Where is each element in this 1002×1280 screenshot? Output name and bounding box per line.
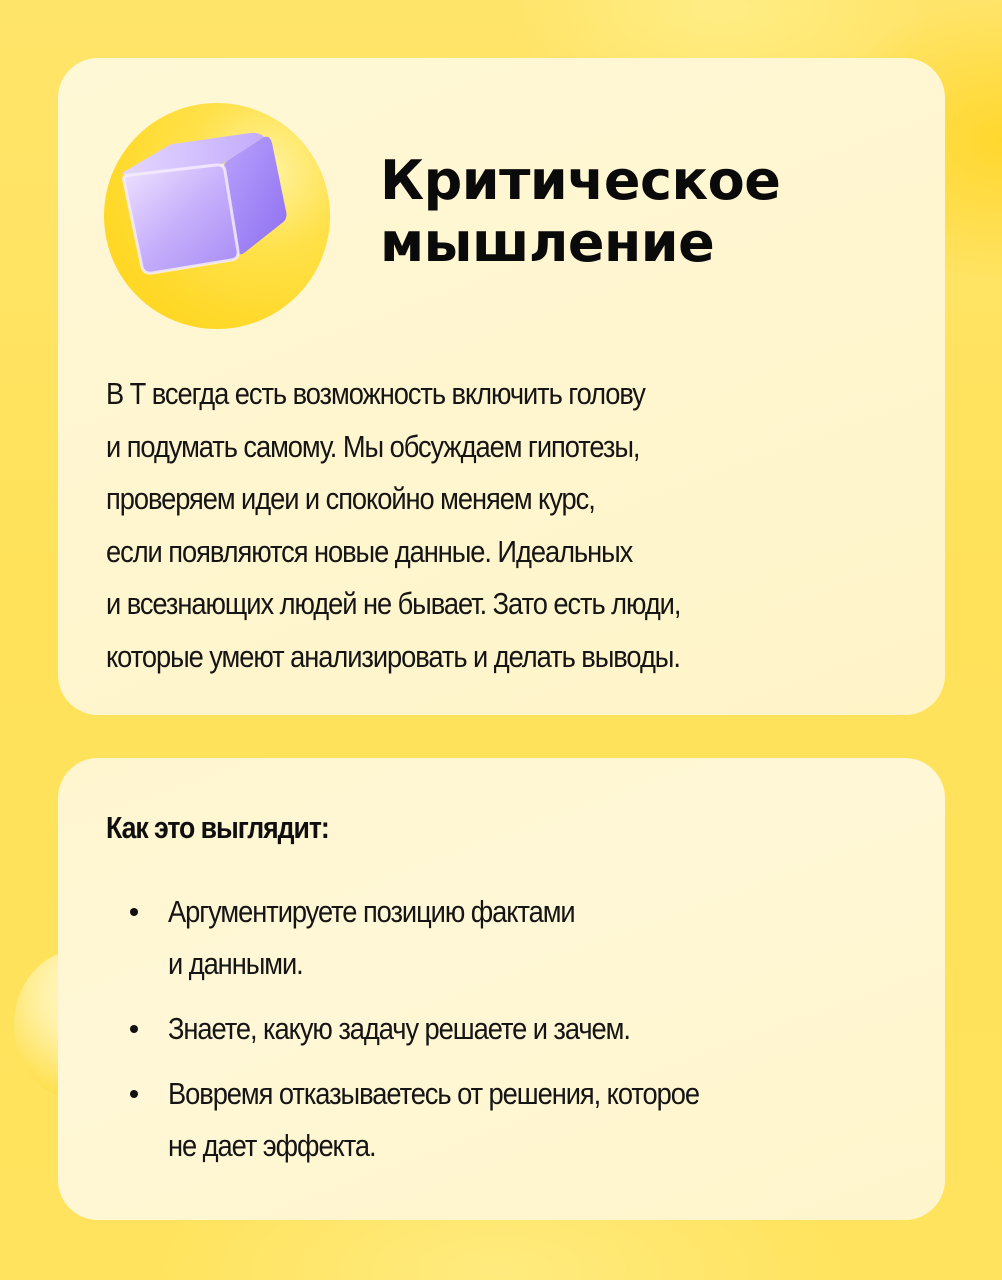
list-item-line: Аргументируете позицию фактами [168, 894, 575, 929]
list-item-line: и данными. [168, 946, 303, 981]
list-item-text [168, 1068, 817, 1172]
card-title-line: мышление [380, 211, 715, 274]
card-title-line: Критическое [380, 149, 781, 212]
description-line: если появляются новые данные. Идеальных [106, 533, 633, 569]
list-item [106, 1068, 906, 1172]
description-line: которые умеют анализировать и делать выводы. [106, 638, 680, 674]
list-item-line: Знаете, какую задачу решаете и зачем. [168, 1011, 630, 1046]
list-item [106, 886, 906, 990]
card-title [380, 150, 780, 274]
list-item-text [168, 1003, 817, 1055]
examples-list [106, 886, 906, 1185]
examples-heading: Как это выглядит: [106, 810, 329, 845]
list-item [106, 1003, 906, 1055]
bullet-icon [130, 1090, 138, 1098]
value-card [58, 58, 945, 715]
description-line: и всезнающих людей не бывает. Зато есть люди, [106, 586, 681, 621]
description-line: и подумать самому. Мы обсуждаем гипотезы, [106, 428, 640, 464]
bullet-icon [130, 1025, 138, 1033]
card-description [106, 368, 828, 683]
cube-icon [104, 103, 330, 329]
icon-badge [104, 103, 330, 329]
examples-card [58, 758, 945, 1220]
description-line: В Т всегда есть возможность включить голову [106, 376, 645, 411]
description-line: проверяем идеи и спокойно меняем курс, [106, 481, 595, 516]
list-item-line: Вовремя отказываетесь от решения, которое [168, 1076, 699, 1111]
list-item-line: не дает эффекта. [168, 1128, 376, 1163]
bullet-icon [130, 908, 138, 916]
list-item-text [168, 886, 817, 990]
